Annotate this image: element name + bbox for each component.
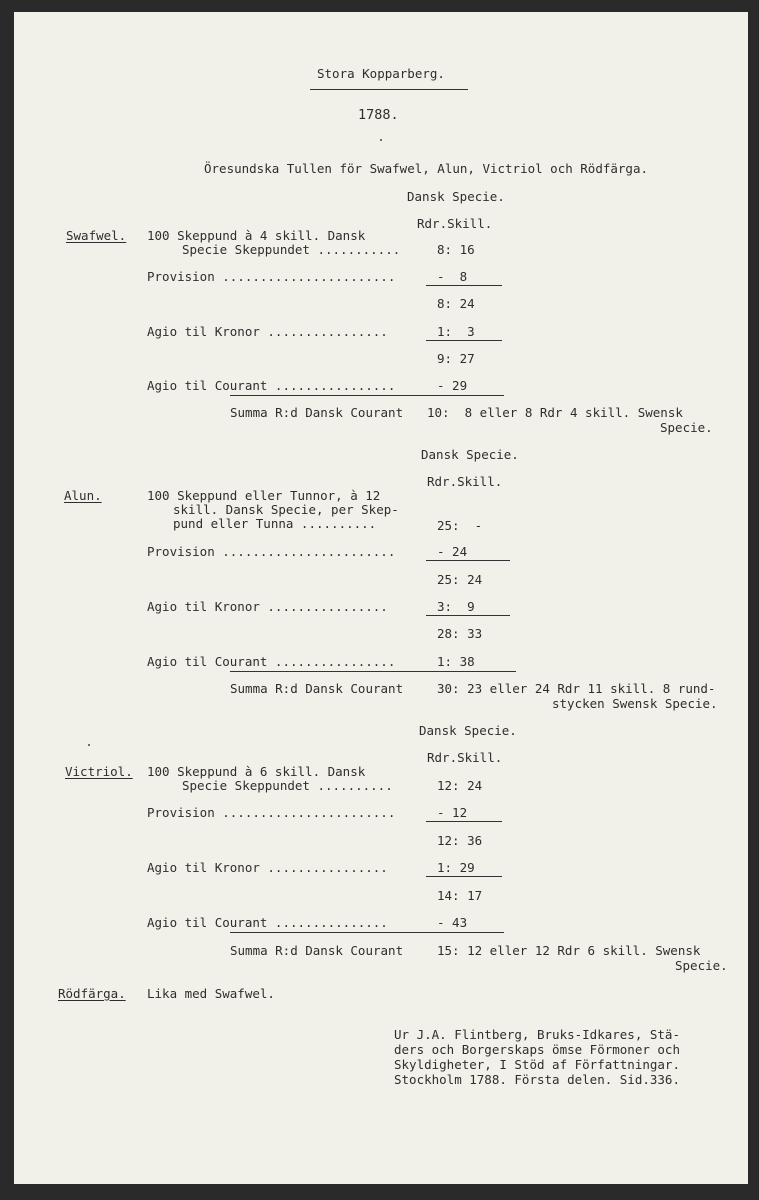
year: 1788. (358, 107, 399, 123)
currency-header: Dansk Specie. (407, 189, 505, 204)
document-page (14, 12, 748, 1184)
victriol-agio-courant-value: - 43 (437, 915, 468, 930)
victriol-agio-kronor-value: 1: 29 (437, 860, 475, 875)
alun-agio-kronor-value: 3: 9 (437, 599, 475, 614)
victriol-agio-kronor-label: Agio til Kronor ................ (147, 860, 388, 875)
sum-rule (230, 932, 504, 933)
victriol-provision-label: Provision ....................... (147, 805, 396, 820)
victriol-desc-line2: Specie Skeppundet .......... (182, 778, 393, 793)
victriol-summa-value: 15: 12 eller 12 Rdr 6 skill. Swensk (437, 943, 701, 958)
swafwel-summa-label: Summa R:d Dansk Courant (230, 405, 404, 420)
swafwel-agio-kronor-value: 1: 3 (437, 324, 475, 339)
swafwel-provision-value: - 8 (437, 269, 468, 284)
alun-subtotal-1: 25: 24 (437, 572, 483, 587)
victriol-summa-label: Summa R:d Dansk Courant (230, 943, 404, 958)
units-header: Rdr.Skill. (427, 474, 503, 489)
mark (88, 744, 90, 746)
source-citation-line4: Stockholm 1788. Första delen. Sid.336. (394, 1072, 680, 1087)
subtotal-rule (426, 560, 510, 561)
section-label-swafwel: Swafwel. (66, 228, 127, 243)
currency-header: Dansk Specie. (421, 447, 519, 462)
victriol-provision-value: - 12 (437, 805, 468, 820)
mark (380, 139, 382, 141)
source-citation-line3: Skyldigheter, I Stöd af Författningar. (394, 1057, 680, 1072)
subtotal-rule (426, 876, 502, 877)
swafwel-summa-value-cont: Specie. (660, 420, 713, 435)
alun-desc-line1: 100 Skeppund eller Tunnor, à 12 (147, 488, 381, 503)
source-citation-line1: Ur J.A. Flintberg, Bruks-Idkares, Stä- (394, 1027, 680, 1042)
swafwel-desc-line2: Specie Skeppundet ........... (182, 242, 401, 257)
swafwel-summa-value: 10: 8 eller 8 Rdr 4 skill. Swensk (427, 405, 683, 420)
alun-summa-label: Summa R:d Dansk Courant (230, 681, 404, 696)
swafwel-subtotal-1: 8: 24 (437, 296, 475, 311)
swafwel-agio-kronor-label: Agio til Kronor ................ (147, 324, 388, 339)
sum-rule (230, 671, 516, 672)
swafwel-provision-label: Provision ....................... (147, 269, 396, 284)
swafwel-base-value: 8: 16 (437, 242, 475, 257)
units-header: Rdr.Skill. (417, 216, 493, 231)
document-subtitle: Öresundska Tullen för Swafwel, Alun, Victriol och Rödfärga. (204, 161, 649, 176)
section-label-alun: Alun. (64, 488, 102, 503)
units-header: Rdr.Skill. (427, 750, 503, 765)
victriol-subtotal-1: 12: 36 (437, 833, 483, 848)
subtotal-rule (426, 615, 510, 616)
alun-base-value: 25: - (437, 518, 483, 533)
alun-provision-value: - 24 (437, 544, 468, 559)
company-title: Stora Kopparberg. (317, 66, 445, 81)
swafwel-desc-line1: 100 Skeppund à 4 skill. Dansk (147, 228, 366, 243)
currency-header: Dansk Specie. (419, 723, 517, 738)
source-citation-line2: ders och Borgerskaps ömse Förmoner och (394, 1042, 680, 1057)
victriol-summa-value-cont: Specie. (675, 958, 728, 973)
alun-provision-label: Provision ....................... (147, 544, 396, 559)
victriol-base-value: 12: 24 (437, 778, 483, 793)
alun-agio-kronor-label: Agio til Kronor ................ (147, 599, 388, 614)
victriol-subtotal-2: 14: 17 (437, 888, 483, 903)
swafwel-agio-courant-label: Agio til Courant ................ (147, 378, 396, 393)
alun-summa-value: 30: 23 eller 24 Rdr 11 skill. 8 rund- (437, 681, 716, 696)
swafwel-agio-courant-value: - 29 (437, 378, 468, 393)
alun-agio-courant-value: 1: 38 (437, 654, 475, 669)
alun-summa-value-cont: stycken Swensk Specie. (552, 696, 718, 711)
alun-agio-courant-label: Agio til Courant ................ (147, 654, 396, 669)
section-label-victriol: Victriol. (65, 764, 133, 779)
victriol-agio-courant-label: Agio til Courant ............... (147, 915, 388, 930)
title-underline (310, 89, 468, 90)
subtotal-rule (426, 340, 502, 341)
victriol-desc-line1: 100 Skeppund à 6 skill. Dansk (147, 764, 366, 779)
swafwel-subtotal-2: 9: 27 (437, 351, 475, 366)
subtotal-rule (426, 285, 502, 286)
rodfarga-text: Lika med Swafwel. (147, 986, 275, 1001)
sum-rule (230, 395, 504, 396)
subtotal-rule (426, 821, 502, 822)
alun-desc-line3: pund eller Tunna .......... (173, 516, 377, 531)
alun-subtotal-2: 28: 33 (437, 626, 483, 641)
alun-desc-line2: skill. Dansk Specie, per Skep- (173, 502, 399, 517)
section-label-rodfarga: Rödfärga. (58, 986, 126, 1001)
